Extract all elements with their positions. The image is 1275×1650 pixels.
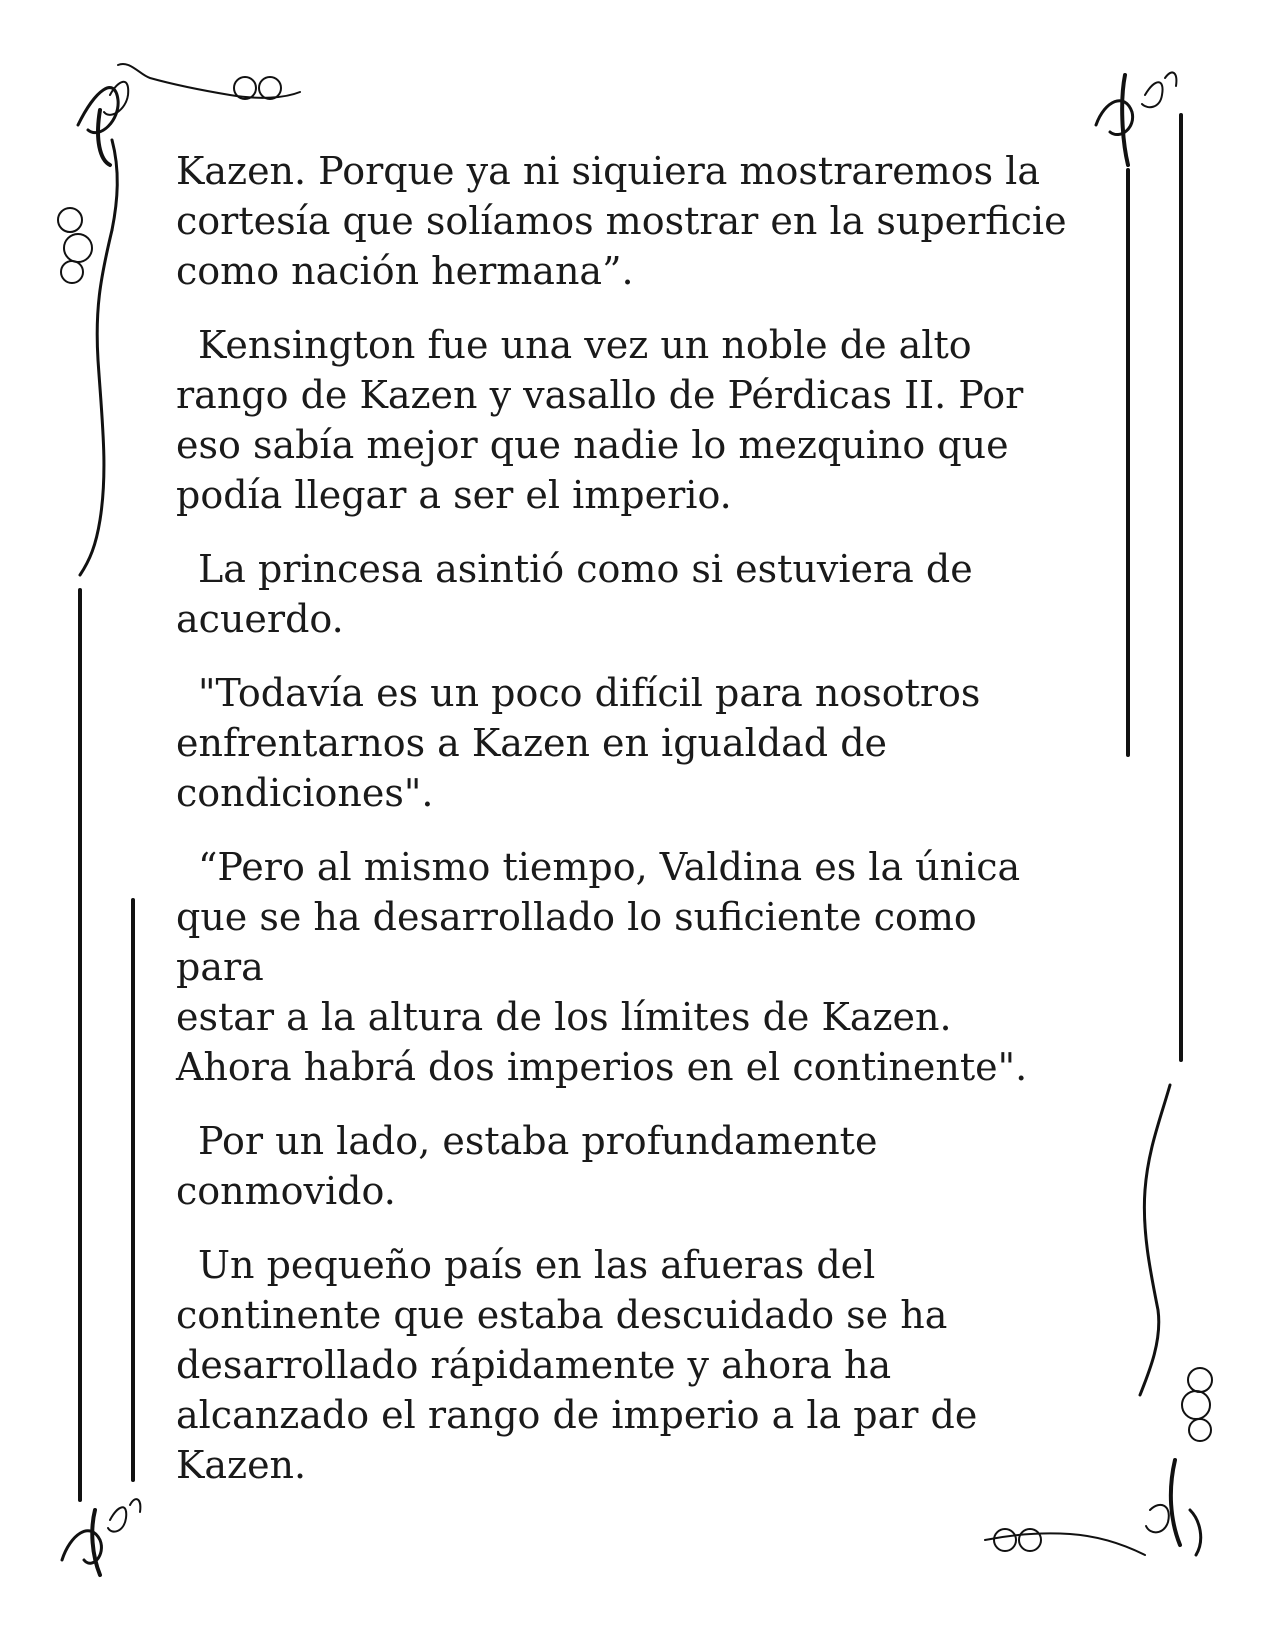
paragraph-4: "Todavía es un poco difícil para nosotros enfrentarnos a Kazen en igualdad de condiciones". <box>176 671 981 815</box>
top-right-flourish-icon <box>1096 72 1176 165</box>
paragraph-3: La princesa asintió como si estuviera de acuerdo. <box>176 547 973 641</box>
paragraph-5: “Pero al mismo tiempo, Valdina es la única que se ha desarrollado lo suficiente como para estar a la altura de los límites de Kazen. Ahora habrá dos imperios en el continente". <box>176 845 1028 1089</box>
page-text <box>176 146 1076 1514</box>
paragraph-6: Por un lado, estaba profundamente conmovido. <box>176 1119 878 1213</box>
paragraph-7: Un pequeño país en las afueras del continente que estaba descuidado se ha desarrollado rápidamente y ahora ha alcanzado el rango de imperio a la par de Kazen. <box>176 1243 978 1487</box>
paragraph-2: Kensington fue una vez un noble de alto rango de Kazen y vasallo de Pérdicas II. Por eso sabía mejor que nadie lo mezquino que podía llegar a ser el imperio. <box>176 323 1024 517</box>
paragraph-1: Kazen. Porque ya ni siquiera mostraremos la cortesía que solíamos mostrar en la superficie como nación hermana”. <box>176 149 1067 293</box>
bottom-left-flourish-icon <box>62 1499 140 1575</box>
